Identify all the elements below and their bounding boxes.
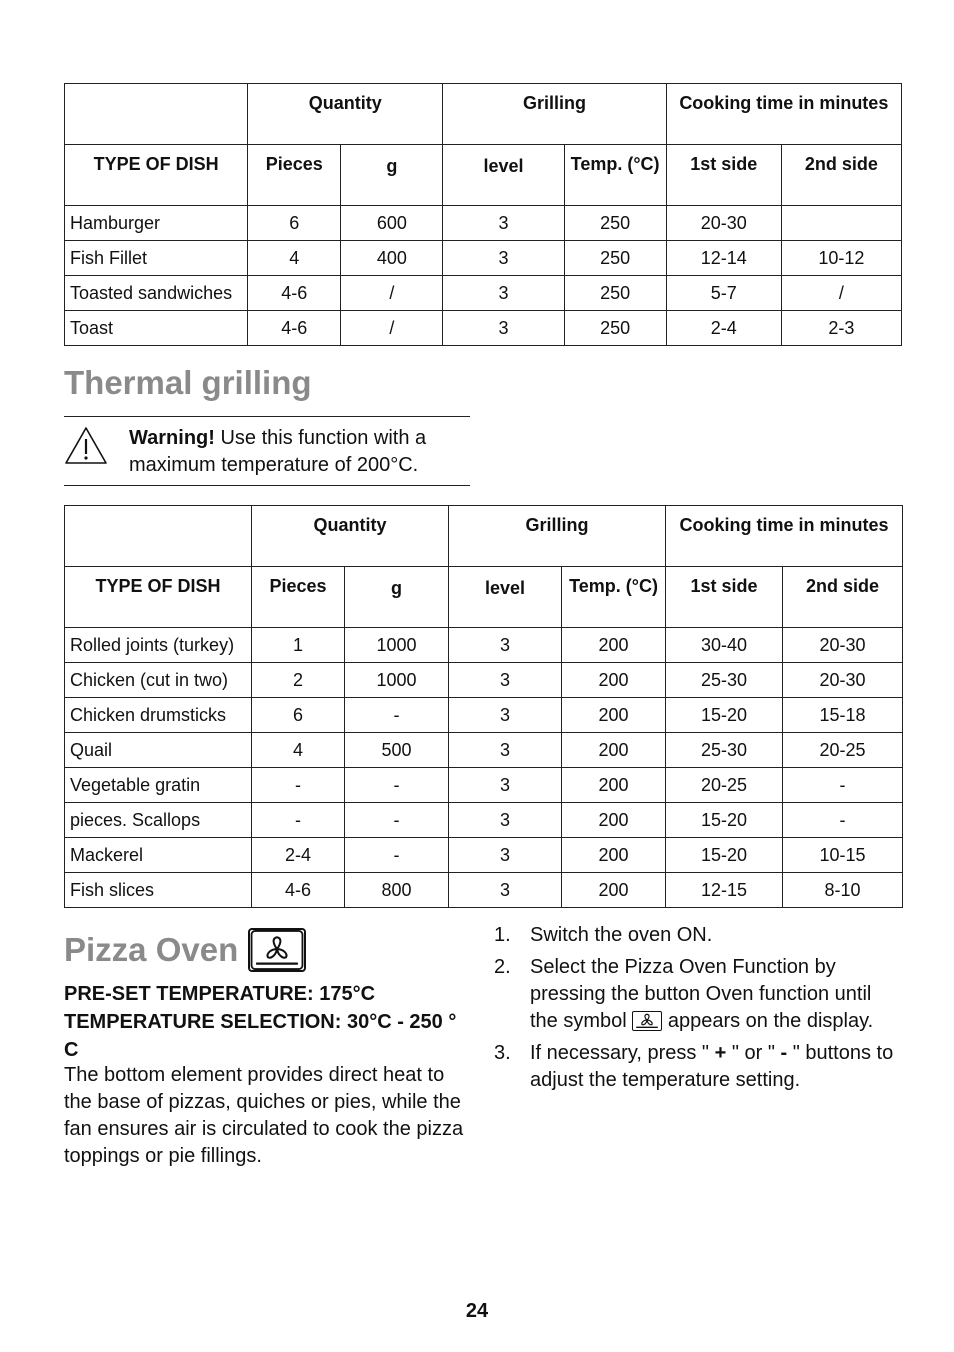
col-header-dish: TYPE OF DISH [65,567,252,628]
table-cell: 3 [449,768,562,803]
table-cell: 4-6 [248,276,341,311]
dish-name-cell: Hamburger [65,206,248,241]
warning-triangle-icon [64,425,108,467]
warning-text [129,425,469,479]
table-cell: 5-7 [666,276,781,311]
table-row [65,873,903,908]
col-header-level: level [443,145,564,206]
dish-name-cell: Quail [65,733,252,768]
temperature-selection: TEMPERATURE SELECTION: 30°C - 250 ° C [64,1011,457,1061]
table-cell: 250 [564,276,666,311]
table-cell: / [781,276,901,311]
step-text [530,1040,904,1094]
table-cell: 3 [449,838,562,873]
table-cell: 600 [341,206,443,241]
step-number: 2. [494,956,511,978]
table-row [65,241,902,276]
grilling-header: Grilling [443,84,666,145]
table-cell: 25-30 [666,663,783,698]
step-text-part: If necessary, press " [530,1042,715,1064]
section-title-pizza-oven: Pizza Oven [64,931,239,968]
dish-name-cell: Mackerel [65,838,252,873]
table-cell: 3 [449,663,562,698]
step-2 [494,954,904,1035]
instruction-steps [494,922,904,1099]
dish-name-cell: pieces. Scallops [65,803,252,838]
table-cell: 2-4 [252,838,345,873]
col-header-1st-side: 1st side [666,145,781,206]
table-cell: 20-25 [783,733,903,768]
table-cell: 12-15 [666,873,783,908]
pizza-oven-icon [248,928,306,972]
table-cell: 200 [562,663,666,698]
col-header-g: g [345,567,449,628]
table-cell: 3 [449,873,562,908]
table-row [65,628,903,663]
table-cell: - [345,768,449,803]
dish-name-cell: Fish slices [65,873,252,908]
table-row [65,311,902,346]
step-text-part: " buttons to adjust the temperature setting. [530,1042,894,1091]
table-cell: 12-14 [666,241,781,276]
table-cell: 30-40 [666,628,783,663]
table-cell: 1 [252,628,345,663]
table-cell: 15-20 [666,803,783,838]
table-cell: 15-18 [783,698,903,733]
table-cell: 1000 [345,628,449,663]
table-row [65,206,902,241]
table-cell: 15-20 [666,698,783,733]
cooking-time-header: Cooking time in minutes [666,506,903,567]
table-cell: - [252,803,345,838]
table-cell [781,206,901,241]
col-header-pieces: Pieces [252,567,345,628]
table-cell: - [345,803,449,838]
col-header-1st-side: 1st side [666,567,783,628]
col-header-dish: TYPE OF DISH [65,145,248,206]
table-cell: 20-30 [783,628,903,663]
table-cell: 2-4 [666,311,781,346]
table-cell: 3 [443,311,564,346]
col-header-g: g [341,145,443,206]
table-cell: 3 [443,206,564,241]
pizza-oven-heading [64,928,306,972]
table-cell: 250 [564,241,666,276]
table-row [65,698,903,733]
table-row [65,803,903,838]
dish-name-cell: Vegetable gratin [65,768,252,803]
table-cell: / [341,311,443,346]
table-cell: 8-10 [783,873,903,908]
col-header-2nd-side: 2nd side [783,567,903,628]
table-cell: 800 [345,873,449,908]
warning-label: Warning! [129,427,215,449]
table-cell: 250 [564,206,666,241]
table-cell: 200 [562,838,666,873]
quantity-header: Quantity [252,506,449,567]
table-cell: 4 [252,733,345,768]
table-cell: - [345,838,449,873]
col-header-2nd-side: 2nd side [781,145,901,206]
table-cell: 200 [562,698,666,733]
temperature-info [64,980,474,1064]
table-cell: 3 [449,803,562,838]
dish-name-cell: Toast [65,311,248,346]
plus-symbol: + [714,1042,727,1064]
table-cell: 200 [562,733,666,768]
table-cell: 4 [248,241,341,276]
table-cell: - [252,768,345,803]
thermal-grilling-table [64,505,903,908]
section-title-thermal-grilling: Thermal grilling [64,364,312,401]
step-text-part: " or " [726,1042,781,1064]
table-cell: 15-20 [666,838,783,873]
table-cell: 3 [443,276,564,311]
table-cell: 3 [449,628,562,663]
pizza-oven-symbol-icon [632,1011,662,1031]
grilling-header: Grilling [449,506,666,567]
table-cell: 10-15 [783,838,903,873]
pizza-description: The bottom element provides direct heat to the base of pizzas, quiches or pies, while the fan ensures air is circulated to cook the pizza toppings or pie fillings. [64,1064,464,1167]
table-cell: 3 [449,698,562,733]
step-text: Switch the oven ON. [530,924,713,946]
step-text [530,954,904,1035]
quantity-header: Quantity [248,84,443,145]
table-cell: 200 [562,873,666,908]
empty-header-cell [65,506,252,567]
step-1 [494,922,904,949]
step-number: 1. [494,924,511,946]
step-text-after: appears on the display. [662,1010,874,1032]
dish-name-cell: Chicken drumsticks [65,698,252,733]
table-cell: 20-30 [666,206,781,241]
table-cell: 2 [252,663,345,698]
table-cell: 250 [564,311,666,346]
table-cell: 10-12 [781,241,901,276]
table-row [65,838,903,873]
table-row [65,768,903,803]
step-3 [494,1040,904,1094]
table-cell: 200 [562,628,666,663]
cooking-time-header: Cooking time in minutes [666,84,901,145]
table-cell: 3 [449,733,562,768]
table-cell: 200 [562,803,666,838]
table-row [65,663,903,698]
table-cell: 2-3 [781,311,901,346]
step-text-before: Select the Pizza Oven Function by pressing the button Oven function until the symbol [530,956,872,1032]
table-cell: / [341,276,443,311]
col-header-temp: Temp. (°C) [564,145,666,206]
table-cell: 3 [443,241,564,276]
table-cell: 4-6 [248,311,341,346]
table-cell: - [345,698,449,733]
grilling-table [64,83,902,346]
preset-temperature: PRE-SET TEMPERATURE: 175°C [64,983,376,1005]
page-number: 24 [465,1300,489,1322]
empty-header-cell [65,84,248,145]
dish-name-cell: Fish Fillet [65,241,248,276]
table-cell: 6 [248,206,341,241]
table-cell: - [783,803,903,838]
table-cell: 20-25 [666,768,783,803]
table-row [65,733,903,768]
table-cell: - [783,768,903,803]
step-number: 3. [494,1042,511,1064]
table-cell: 25-30 [666,733,783,768]
dish-name-cell: Toasted sandwiches [65,276,248,311]
table-cell: 6 [252,698,345,733]
dish-name-cell: Rolled joints (turkey) [65,628,252,663]
col-header-level: level [449,567,562,628]
col-header-pieces: Pieces [248,145,341,206]
table-cell: 200 [562,768,666,803]
dish-name-cell: Chicken (cut in two) [65,663,252,698]
table-cell: 1000 [345,663,449,698]
table-cell: 500 [345,733,449,768]
warning-message: Use this function with a maximum temperature of 200°C. [129,427,427,476]
minus-symbol: - [780,1042,788,1064]
table-cell: 4-6 [252,873,345,908]
col-header-temp: Temp. (°C) [562,567,666,628]
table-cell: 400 [341,241,443,276]
table-row [65,276,902,311]
warning-box [64,416,470,486]
table-cell: 20-30 [783,663,903,698]
